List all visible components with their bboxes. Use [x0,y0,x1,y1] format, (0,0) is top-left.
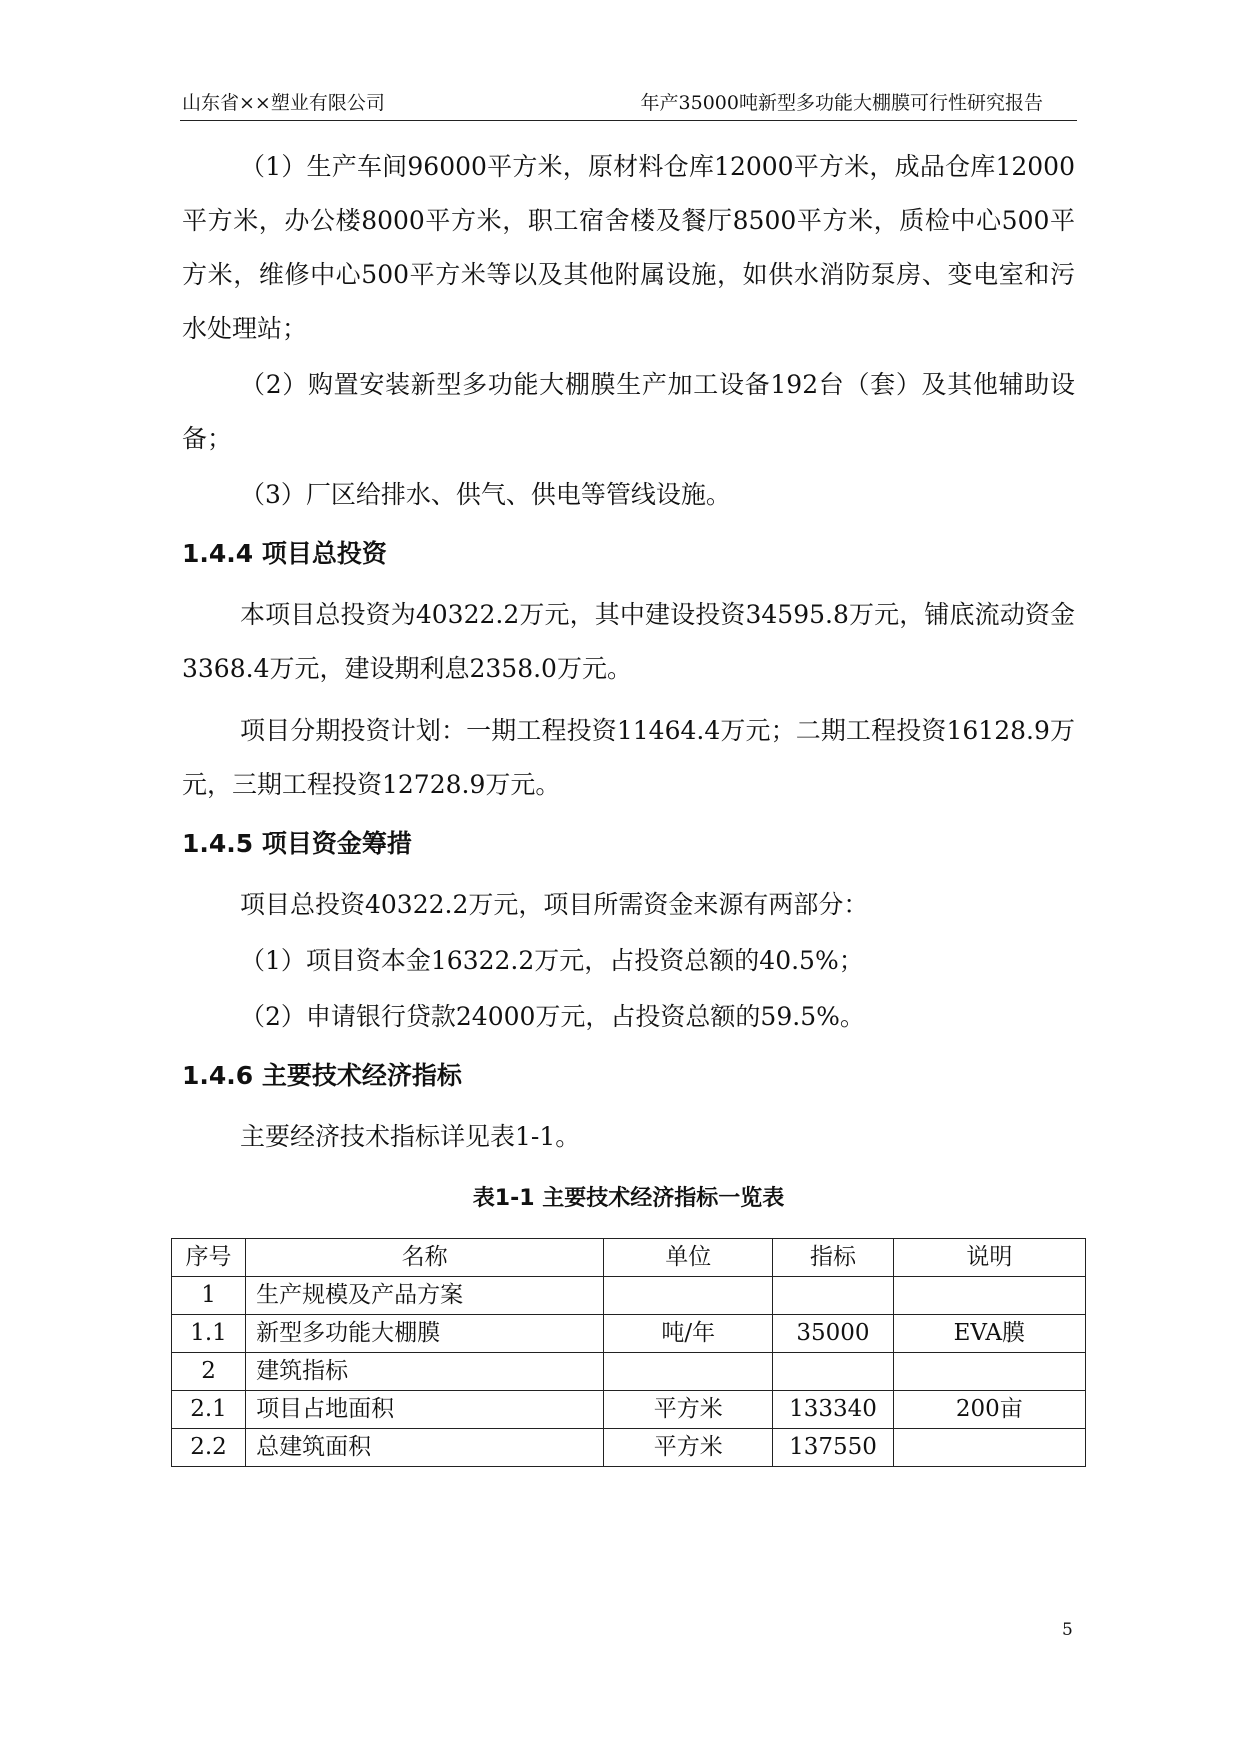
table-cell: 平方米 [604,1391,773,1429]
table-cell: 总建筑面积 [246,1429,604,1467]
table-cell: 1 [172,1277,246,1315]
table-cell: 建筑指标 [246,1353,604,1391]
table-row [172,1391,1086,1429]
table-cell [773,1277,893,1315]
header-company: 山东省××塑业有限公司 [182,92,385,114]
table-cell: 生产规模及产品方案 [246,1277,604,1315]
table-cell: 吨/年 [604,1315,773,1353]
paragraph-construction-3: （3）厂区给排水、供气、供电等管线设施。 [240,480,731,509]
table-cell: 200亩 [893,1391,1085,1429]
paragraph-bank-loan: （2）申请银行贷款24000万元，占投资总额的59.5%。 [240,1002,865,1031]
table-cell [893,1353,1085,1391]
table-header-row [172,1239,1086,1277]
paragraph-funding-sources: 项目总投资40322.2万元，项目所需资金来源有两部分： [240,890,869,919]
section-heading-1-4-5: 1.4.5 项目资金筹措 [182,829,412,858]
table-cell: 1.1 [172,1315,246,1353]
page-number: 5 [1062,1620,1073,1640]
table-header-cell: 指标 [773,1239,893,1277]
table-cell: 2 [172,1353,246,1391]
table-cell: 2.1 [172,1391,246,1429]
page-header [180,86,1077,121]
table-cell: 新型多功能大棚膜 [246,1315,604,1353]
table-row [172,1277,1086,1315]
paragraph-total-investment: 本项目总投资为40322.2万元，其中建设投资34595.8万元，铺底流动资金3368.4万元，建设期利息2358.0万元。 [182,600,1075,683]
table-cell [893,1429,1085,1467]
table-caption: 表1-1 主要技术经济指标一览表 [472,1186,785,1211]
table-header-cell: 单位 [604,1239,773,1277]
paragraph-own-capital: （1）项目资本金16322.2万元，占投资总额的40.5%； [240,946,864,975]
table-row [172,1315,1086,1353]
table-header-cell: 名称 [246,1239,604,1277]
table-cell [604,1353,773,1391]
table-cell: 137550 [773,1429,893,1467]
paragraph-construction-2: （2）购置安装新型多功能大棚膜生产加工设备192台（套）及其他辅助设备； [182,370,1075,453]
paragraph-indicator-reference: 主要经济技术指标详见表1-1。 [240,1122,581,1151]
table-header-cell: 说明 [893,1239,1085,1277]
table-row [172,1353,1086,1391]
table-header-cell: 序号 [172,1239,246,1277]
section-heading-1-4-4: 1.4.4 项目总投资 [182,539,387,568]
page-content [182,140,1075,1467]
table-cell: 平方米 [604,1429,773,1467]
table-cell [604,1277,773,1315]
paragraph-construction-1: （1）生产车间96000平方米，原材料仓库12000平方米，成品仓库12000平方米，办公楼8000平方米，职工宿舍楼及餐厅8500平方米，质检中心500平方米，维修中心500平方米等以及其他附属设施，如供水消防泵房、变电室和污水处理站； [182,152,1075,343]
section-heading-1-4-6: 1.4.6 主要技术经济指标 [182,1061,462,1090]
table-cell [893,1277,1085,1315]
table-cell: 项目占地面积 [246,1391,604,1429]
table-row [172,1429,1086,1467]
table-cell [773,1353,893,1391]
table-cell: 133340 [773,1391,893,1429]
table-cell: 35000 [773,1315,893,1353]
table-cell: 2.2 [172,1429,246,1467]
header-report-title: 年产35000吨新型多功能大棚膜可行性研究报告 [640,92,1043,114]
indicators-table [171,1238,1086,1467]
paragraph-phased-investment: 项目分期投资计划：一期工程投资11464.4万元；二期工程投资16128.9万元，三期工程投资12728.9万元。 [182,716,1075,799]
table-cell: EVA膜 [893,1315,1085,1353]
